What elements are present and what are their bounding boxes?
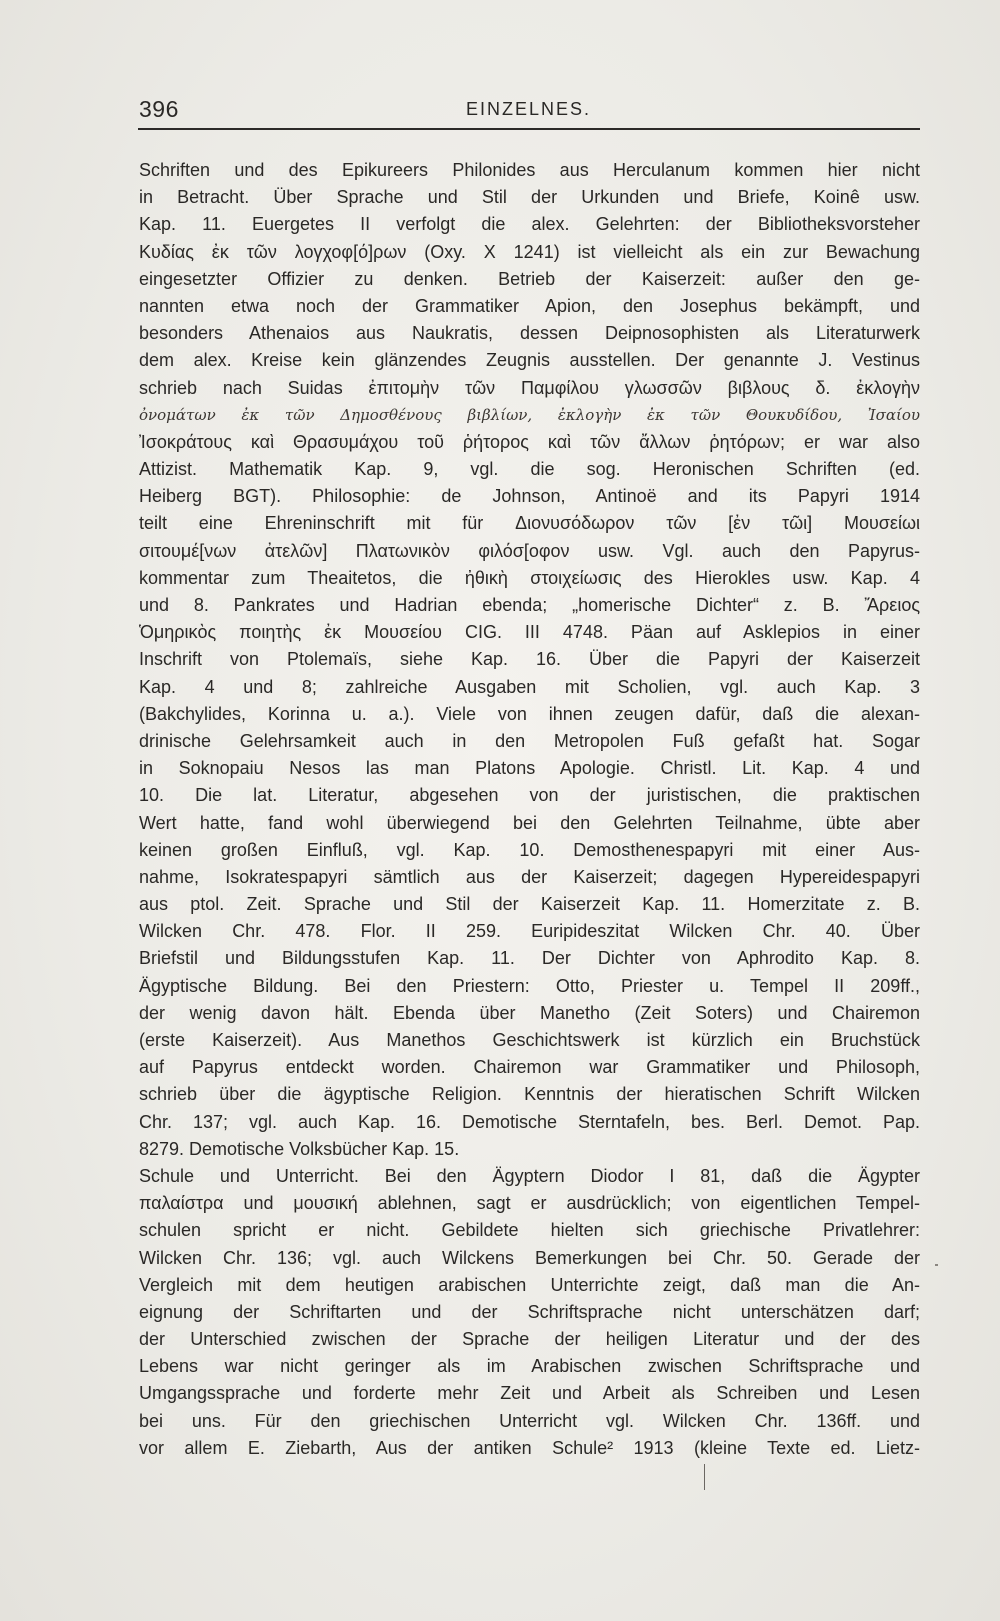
text-line: Heiberg BGT). Philosophie: de Johnson, Antinoë and its Papyri 1914: [139, 486, 920, 507]
text-line: nannten etwa noch der Grammatiker Apion, den Josephus bekämpft, und: [139, 295, 920, 316]
text-line: 10. Die lat. Literatur, abgesehen von der juristischen, die praktischen: [139, 785, 920, 806]
text-line: der Unterschied zwischen der Sprache der heiligen Literatur und der des: [139, 1329, 920, 1350]
text-line: παλαίστρα und μουσική ablehnen, sagt er ausdrücklich; von eigentlichen Tempel-: [139, 1193, 920, 1214]
text-line: eignung der Schriftarten und der Schriftsprache nicht unterschätzen darf;: [139, 1301, 920, 1322]
body-text: [139, 157, 920, 1462]
text-line: kommentar zum Theaitetos, die ἠθικὴ στοιχείωσις des Hierokles usw. Kap. 4: [139, 567, 920, 588]
text-line: teilt eine Ehreninschrift mit für Διονυσόδωρον τῶν [ἐν τῶι] Μουσείωι: [139, 513, 920, 534]
text-line: Wilcken Chr. 478. Flor. II 259. Euripideszitat Wilcken Chr. 40. Über: [139, 921, 920, 942]
text-line: (Bakchylides, Korinna u. a.). Viele von ihnen zeugen dafür, daß die alexan-: [139, 703, 920, 724]
page-header: [139, 96, 920, 130]
text-line: bei uns. Für den griechischen Unterricht vgl. Wilcken Chr. 136ff. und: [139, 1410, 920, 1431]
text-line: und 8. Pankrates und Hadrian ebenda; „homerische Dichter“ z. B. Ἄρειος: [139, 595, 920, 615]
text-line: σιτουμέ[νων ἀτελῶν] Πλατωνικὸν φιλόσ[οφον usw. Vgl. auch den Papyrus-: [139, 540, 920, 561]
text-line: Wert hatte, fand wohl überwiegend bei den Gelehrten Teilnahme, übte aber: [139, 812, 920, 833]
text-line: schrieb nach Suidas ἐπιτομὴν τῶν Παμφίλου γλωσσῶν βιβλους δ. ἐκλογὴν: [139, 377, 920, 398]
running-head: EINZELNES.: [466, 99, 592, 119]
text-line: Wilcken Chr. 136; vgl. auch Wilckens Bemerkungen bei Chr. 50. Gerade der: [139, 1247, 920, 1268]
text-line: Inschrift von Ptolemaïs, siehe Kap. 16. Über die Papyri der Kaiserzeit: [139, 649, 920, 670]
text-line: nahme, Isokratespapyri sämtlich aus der Kaiserzeit; dagegen Hypereidespapyri: [139, 866, 920, 887]
text-line: Umgangssprache und forderte mehr Zeit und Arbeit als Schreiben und Lesen: [139, 1383, 920, 1404]
text-line: Lebens war nicht geringer als im Arabischen zwischen Schriftsprache und: [139, 1356, 920, 1377]
text-line: 8279. Demotische Volksbücher Kap. 15.: [139, 1138, 460, 1159]
text-line: Briefstil und Bildungsstufen Kap. 11. Der Dichter von Aphrodito Kap. 8.: [139, 948, 920, 969]
text-line: Kap. 11. Euergetes II verfolgt die alex. Gelehrten: der Bibliotheksvorsteher: [139, 214, 920, 235]
text-line: Kap. 4 und 8; zahlreiche Ausgaben mit Scholien, vgl. auch Kap. 3: [139, 676, 920, 697]
text-line: besonders Athenaios aus Naukratis, dessen Deipnosophisten als Literaturwerk: [139, 323, 920, 344]
text-line: in Soknopaiu Nesos las man Platons Apologie. Christl. Lit. Kap. 4 und: [139, 758, 920, 779]
text-line: Ägyptische Bildung. Bei den Priestern: Otto, Priester u. Tempel II 209ff.,: [139, 975, 920, 996]
header-rule: [138, 128, 920, 130]
print-speck: [935, 1264, 938, 1266]
text-line: Chr. 137; vgl. auch Kap. 16. Demotische Sterntafeln, bes. Berl. Demot. Pap.: [139, 1111, 920, 1132]
text-line: der wenig davon hält. Ebenda über Manetho (Zeit Soters) und Chairemon: [139, 1002, 920, 1023]
text-line-greek: ὀνομάτων ἐκ τῶν Δημοσθένους βιβλίων, ἐκλογὴν ἐκ τῶν Θουκυδίδου, Ἰσαίου: [139, 405, 920, 424]
text-line: vor allem E. Ziebarth, Aus der antiken Schule² 1913 (kleine Texte ed. Lietz-: [139, 1437, 920, 1458]
page-number: 396: [139, 96, 179, 122]
text-line: Ἰσοκράτους καὶ Θρασυμάχου τοῦ ῥήτορος καὶ τῶν ἄλλων ῥητόρων; er war also: [139, 431, 920, 452]
text-line: dem alex. Kreise kein glänzendes Zeugnis ausstellen. Der genannte J. Vestinus: [139, 350, 920, 371]
text-line: eingesetzter Offizier zu denken. Betrieb der Kaiserzeit: außer den ge-: [139, 268, 920, 289]
text-line: Ὁμηρικὸς ποιητὴς ἐκ Μουσείου CIG. III 4748. Päan auf Asklepios in einer: [139, 622, 920, 643]
text-line: auf Papyrus entdeckt worden. Chairemon war Grammatiker und Philosoph,: [139, 1057, 920, 1078]
text-line: drinische Gelehrsamkeit auch in den Metropolen Fuß gefaßt hat. Sogar: [139, 730, 920, 751]
text-line: (erste Kaiserzeit). Aus Manethos Geschichtswerk ist kürzlich ein Bruchstück: [139, 1030, 920, 1050]
text-line: Schule und Unterricht. Bei den Ägyptern Diodor I 81, daß die Ägypter: [139, 1165, 920, 1186]
text-line: aus ptol. Zeit. Sprache und Stil der Kaiserzeit Kap. 11. Homerzitate z. B.: [139, 894, 920, 915]
text-line: in Betracht. Über Sprache und Stil der Urkunden und Briefe, Koinê usw.: [139, 187, 920, 208]
text-line: Schriften und des Epikureers Philonides aus Herculanum kommen hier nicht: [139, 160, 920, 180]
text-line: schulen spricht er nicht. Gebildete hielten sich griechische Privatlehrer:: [139, 1220, 920, 1241]
text-line: Attizist. Mathematik Kap. 9, vgl. die sog. Heronischen Schriften (ed.: [139, 459, 920, 480]
print-smudge: [704, 1464, 705, 1490]
text-line: keinen großen Einfluß, vgl. Kap. 10. Demosthenespapyri mit einer Aus-: [139, 839, 920, 860]
text-line: Κυδίας ἐκ τῶν λογχοφ[ό]ρων (Oxy. X 1241) ist vielleicht als ein zur Bewachung: [139, 241, 920, 262]
text-line: schrieb über die ägyptische Religion. Kenntnis der hieratischen Schrift Wilcken: [139, 1084, 920, 1105]
text-line: Vergleich mit dem heutigen arabischen Unterrichte zeigt, daß man die An-: [139, 1274, 920, 1295]
